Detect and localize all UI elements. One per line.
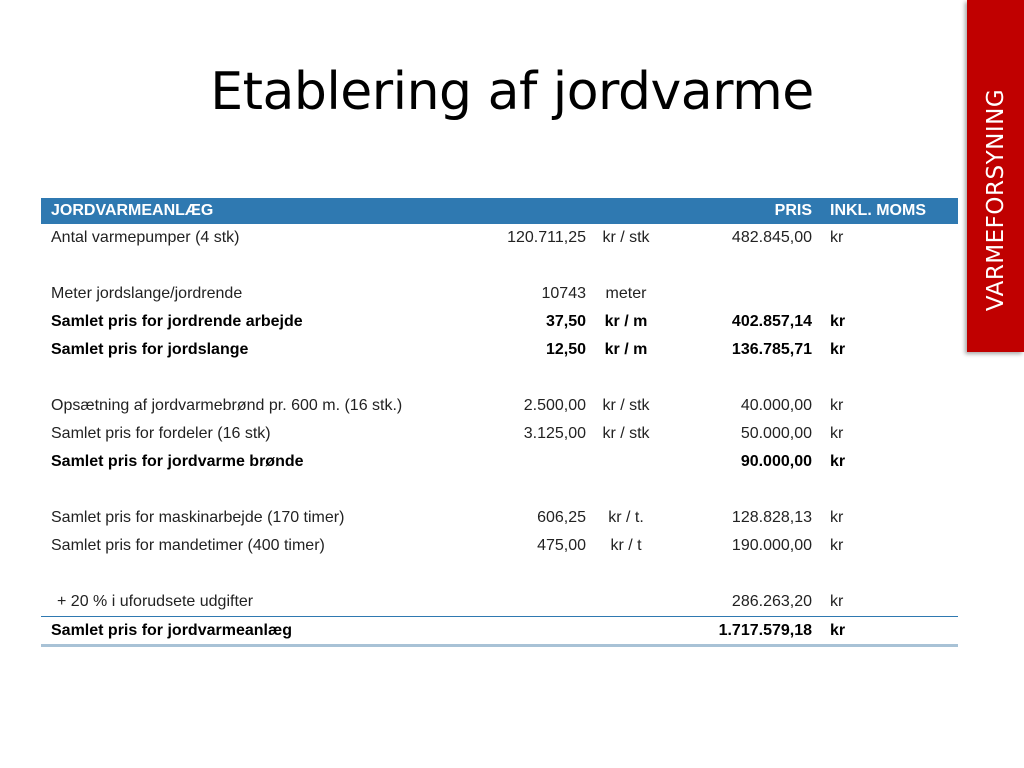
row-unit-price [489,588,586,617]
table-row [41,588,958,617]
table-row [41,448,958,476]
row-vat: kr [830,229,844,246]
spacer-row [41,476,958,504]
table-row [41,392,958,420]
table-row [41,308,958,336]
row-description: Samlet pris for fordeler (16 stk) [51,425,271,442]
side-tab [967,0,1024,352]
header-price: PRIS [666,198,818,224]
row-vat: kr [830,537,844,554]
header-empty-unit-price [489,198,586,224]
table-row [41,280,958,308]
row-price: 136.785,71 [731,341,812,358]
row-unit [586,588,666,617]
row-vat: kr [830,425,844,442]
row-unit-price: 3.125,00 [523,425,586,442]
row-unit: kr / stk [602,229,650,246]
row-unit: meter [605,285,647,302]
total-price: 1.717.579,18 [666,617,818,646]
spacer-row [41,560,958,588]
table-row [41,336,958,364]
row-price: 50.000,00 [740,425,812,442]
table-header-row [41,198,958,224]
row-unit: kr / m [604,341,648,358]
row-description: Samlet pris for jordvarme brønde [51,453,304,470]
slide-title: Etablering af jordvarme [210,62,814,122]
row-unit-price: 2.500,00 [523,397,586,414]
spacer-cell [41,560,958,588]
spacer-row [41,364,958,392]
row-description: Meter jordslange/jordrende [51,285,243,302]
row-price: 402.857,14 [731,313,812,330]
row-description: Opsætning af jordvarmebrønd pr. 600 m. (16 stk.) [51,397,403,414]
row-unit-price: 606,25 [537,509,586,526]
row-description: Samlet pris for jordrende arbejde [51,313,303,330]
row-description: Samlet pris for jordslange [51,341,249,358]
table-row [41,224,958,252]
spacer-cell [41,476,958,504]
table-row [41,420,958,448]
table-row [41,532,958,560]
total-unit-price [489,617,586,646]
total-description: Samlet pris for jordvarmeanlæg [41,617,489,646]
row-price: 482.845,00 [731,229,812,246]
side-tab-label: VARMEFORSYNING [982,88,1009,312]
row-unit-price [489,448,586,476]
row-unit-price: 37,50 [545,313,586,330]
total-unit [586,617,666,646]
row-unit-price: 120.711,25 [507,229,586,246]
cost-table [41,198,958,647]
row-price: 40.000,00 [740,397,812,414]
row-vat: kr [830,313,846,330]
header-description: JORDVARMEANLÆG [41,198,489,224]
row-vat: kr [830,509,844,526]
row-description: Samlet pris for mandetimer (400 timer) [51,537,325,554]
spacer-cell [41,364,958,392]
row-unit: kr / t. [608,509,644,526]
row-description: Samlet pris for maskinarbejde (170 timer) [51,509,345,526]
row-unit: kr / m [604,313,648,330]
row-price: 286.263,20 [731,593,812,610]
row-unit-price: 10743 [541,285,586,302]
table-row [41,504,958,532]
header-vat: INKL. MOMS [818,198,958,224]
table-body [41,224,958,617]
row-description: + 20 % i uforudsete udgifter [57,593,254,610]
row-price: 128.828,13 [731,509,812,526]
spacer-cell [41,252,958,280]
row-vat: kr [830,593,844,610]
row-unit-price: 12,50 [545,341,586,358]
row-price [666,280,818,308]
row-price: 190.000,00 [731,537,812,554]
total-row [41,617,958,646]
header-empty-unit [586,198,666,224]
row-unit [586,448,666,476]
row-vat [818,280,958,308]
row-unit-price: 475,00 [537,537,586,554]
row-unit: kr / stk [602,425,650,442]
row-price: 90.000,00 [740,453,812,470]
row-unit: kr / t [610,537,642,554]
row-vat: kr [830,453,846,470]
spacer-row [41,252,958,280]
row-description: Antal varmepumper (4 stk) [51,229,240,246]
row-unit: kr / stk [602,397,650,414]
row-vat: kr [830,397,844,414]
total-vat: kr [818,617,958,646]
row-vat: kr [830,341,846,358]
